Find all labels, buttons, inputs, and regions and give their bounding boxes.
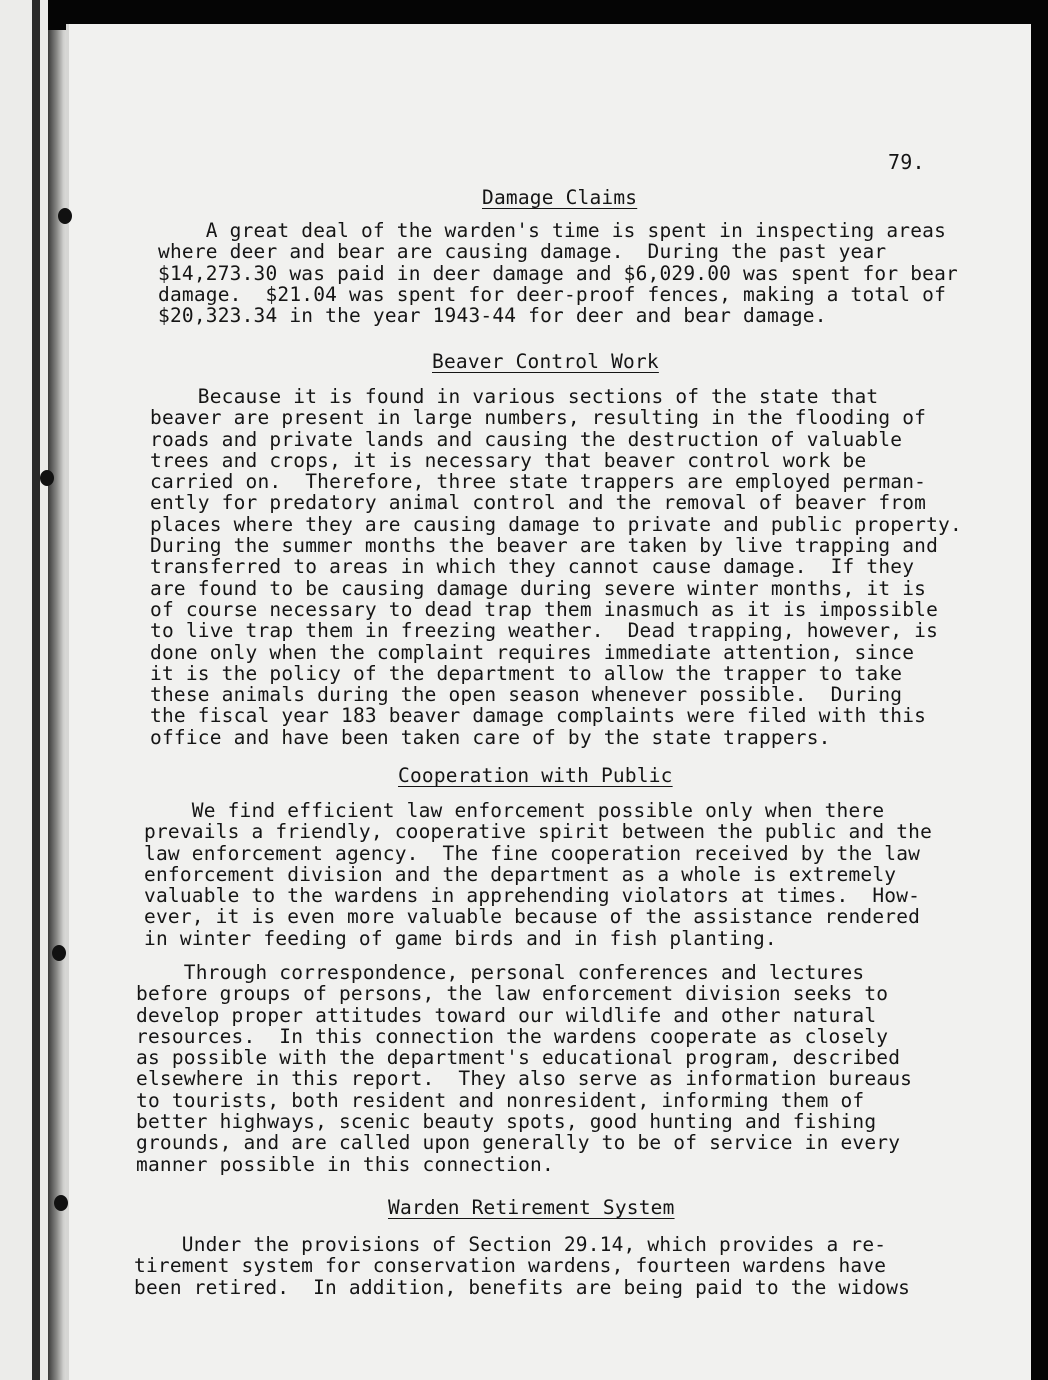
text-line: these animals during the open season whenever possible. During — [150, 683, 903, 707]
text-line: manner possible in this connection. — [136, 1152, 554, 1176]
text-line: valuable to the wardens in apprehending violators at times. How- — [144, 884, 921, 908]
text-line: ently for predatory animal control and the removal of beaver from — [150, 491, 927, 515]
text-line: Under the provisions of Section 29.14, which provides a re- — [134, 1233, 887, 1256]
text-line: resources. In this connection the wardens cooperate as closely — [136, 1024, 889, 1048]
text-line: damage. $21.04 was spent for deer-proof fences, making a total of — [158, 282, 947, 306]
text-line: $20,323.34 in the year 1943-44 for deer and bear damage. — [158, 304, 827, 328]
text-line: office and have been taken care of by the state trappers. — [150, 725, 831, 749]
paragraph-beaver-control — [150, 386, 962, 748]
text-line: beaver are present in large numbers, resulting in the flooding of — [150, 406, 927, 430]
paragraph-cooperation-2 — [136, 962, 912, 1175]
text-line: A great deal of the warden's time is spent in inspecting areas — [158, 219, 947, 242]
text-line: better highways, scenic beauty spots, good hunting and fishing — [136, 1110, 877, 1134]
section-heading-damage-claims: Damage Claims — [482, 186, 638, 209]
text-line: law enforcement agency. The fine cooperation received by the law — [144, 841, 921, 865]
section-heading-retirement: Warden Retirement System — [388, 1196, 675, 1219]
text-line: prevails a friendly, cooperative spirit between the public and the — [144, 820, 933, 844]
text-line: grounds, and are called upon generally to be of service in every — [136, 1131, 901, 1155]
page-number: 79. — [888, 150, 925, 174]
text-line: transferred to areas in which they cannot cause damage. If they — [150, 555, 915, 579]
text-line: the fiscal year 183 beaver damage complaints were filed with this — [150, 704, 927, 728]
text-line: where deer and bear are causing damage. During the past year — [158, 240, 887, 264]
paragraph-damage-claims — [158, 220, 958, 326]
text-line: done only when the complaint requires immediate attention, since — [150, 640, 915, 664]
text-line: tirement system for conservation wardens, fourteen wardens have — [134, 1254, 887, 1278]
text-line: as possible with the department's educational program, described — [136, 1046, 901, 1070]
text-line: are found to be causing damage during severe winter months, it is — [150, 576, 927, 600]
text-line: $14,273.30 was paid in deer damage and $6,029.00 was spent for bear — [158, 261, 958, 285]
text-line: places where they are causing damage to private and public property. — [150, 512, 962, 536]
text-line: develop proper attitudes toward our wildlife and other natural — [136, 1003, 877, 1027]
paragraph-retirement — [134, 1234, 910, 1298]
text-line: in winter feeding of game birds and in fish planting. — [144, 926, 777, 950]
text-line: roads and private lands and causing the destruction of valuable — [150, 427, 903, 451]
text-line: We find efficient law enforcement possible only when there — [144, 799, 885, 822]
text-line: trees and crops, it is necessary that beaver control work be — [150, 448, 867, 472]
text-line: Because it is found in various sections of the state that — [150, 385, 879, 408]
text-line: During the summer months the beaver are taken by live trapping and — [150, 534, 939, 558]
text-line: before groups of persons, the law enforcement division seeks to — [136, 982, 889, 1006]
text-line: elsewhere in this report. They also serve as information bureaus — [136, 1067, 913, 1091]
text-line: carried on. Therefore, three state trappers are employed perman- — [150, 470, 927, 494]
text-line: ever, it is even more valuable because of the assistance rendered — [144, 905, 921, 929]
section-heading-beaver-control: Beaver Control Work — [432, 350, 659, 373]
text-line: of course necessary to dead trap them inasmuch as it is impossible — [150, 597, 939, 621]
text-line: it is the policy of the department to allow the trapper to take — [150, 661, 903, 685]
text-line: to live trap them in freezing weather. Dead trapping, however, is — [150, 619, 939, 643]
paragraph-cooperation-1 — [144, 800, 932, 949]
text-line: Through correspondence, personal conferences and lectures — [136, 961, 865, 984]
text-line: to tourists, both resident and nonresident, informing them of — [136, 1088, 865, 1112]
text-line: been retired. In addition, benefits are being paid to the widows — [134, 1275, 911, 1299]
section-heading-cooperation: Cooperation with Public — [398, 764, 673, 787]
text-line: enforcement division and the department as a whole is extremely — [144, 862, 897, 886]
